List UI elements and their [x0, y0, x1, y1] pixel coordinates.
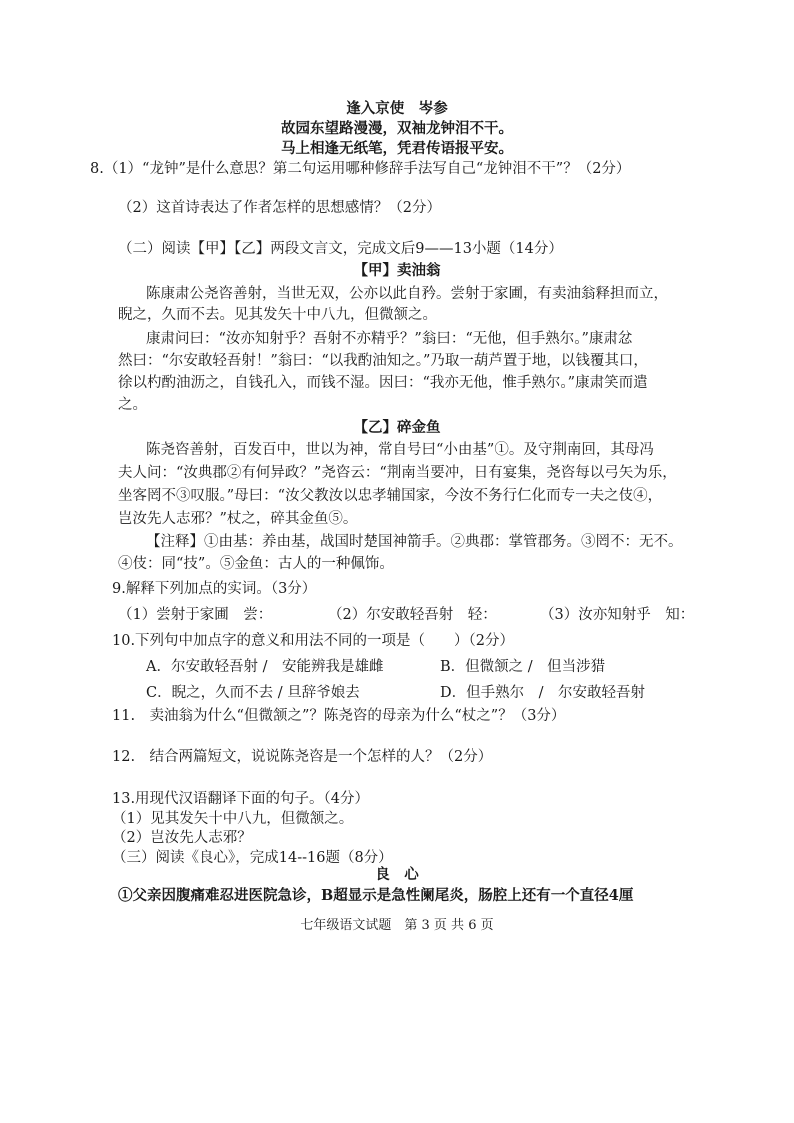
question-10-stem: 10.下列句中加点字的意义和用法不同的一项是（ ）（2分）: [112, 633, 515, 649]
passage-yi-line: 夫人问：“汝典郡②有何异政？”尧咨云：“荆南当要冲，日有宴集，尧咨每以弓矢为乐，: [118, 465, 677, 481]
question-9-item-2: （2）尔安敢轻吾射 轻：: [328, 607, 497, 623]
question-9-item-1: （1）尝射于家圃 尝：: [118, 607, 273, 623]
annotation-line-1: 【注释】①由基：养由基，战国时楚国神箭手。②典郡：掌管郡务。③罔不：无不。: [146, 534, 683, 550]
question-13-sentence-1: （1）见其发矢十中八九，但微颔之。: [112, 811, 354, 827]
passage-yi-title: 【乙】碎金鱼: [353, 419, 441, 436]
section-3-title: 良 心: [375, 866, 419, 883]
poem-title: 逢入京使 岑参: [346, 100, 448, 117]
section-2-header: （二）阅读【甲】【乙】两段文言文，完成文后9——13小题（14分）: [118, 241, 563, 257]
passage-yi-line: 陈尧咨善射，百发百中，世以为神，常自号曰“小由基”①。及守荆南回，其母冯: [146, 442, 654, 458]
question-13-sentence-2: （2）岂汝先人志邪？: [112, 830, 252, 846]
question-10-option-c: C．睨之，久而不去 / 旦辞爷娘去: [146, 685, 360, 701]
question-10-option-a: A．尔安敢轻吾射 / 安能辨我是雄雌: [146, 659, 384, 675]
question-11: 11. 卖油翁为什么“但微颔之”？陈尧咨的母亲为什么“杖之”？（3分）: [112, 708, 566, 724]
poem-line-1: 故园东望路漫漫，双袖龙钟泪不干。: [281, 120, 513, 137]
passage-yi-line: 坐客罔不③叹服。”母曰：“汝父教汝以忠孝辅国家，今汝不务行仁化而专一夫之伎④，: [118, 488, 663, 504]
question-10-option-d: D．但手熟尔 / 尔安敢轻吾射: [440, 685, 646, 701]
annotation-line-2: ④伎：同“技”。⑤金鱼：古人的一种佩饰。: [118, 556, 394, 572]
question-9-stem: 9.解释下列加点的实词。（3分）: [112, 581, 317, 597]
passage-yi-line: 岂汝先人志邪？”杖之，碎其金鱼⑤。: [118, 511, 358, 527]
passage-jia-title: 【甲】卖油翁: [353, 262, 441, 279]
question-8-part-2: （2）这首诗表达了作者怎样的思想感情？（2分）: [118, 200, 441, 216]
passage-jia-line: 康肃问曰：“汝亦知射乎？吾射不亦精乎？”翁曰：“无他，但手熟尔。”康肃忿: [146, 331, 633, 347]
passage-jia-line: 然曰：“尔安敢轻吾射！”翁曰：“以我酌油知之。”乃取一葫芦置于地，以钱覆其口，: [118, 353, 648, 369]
passage-jia-line: 陈康肃公尧咨善射，当世无双，公亦以此自矜。尝射于家圃，有卖油翁释担而立，: [146, 286, 668, 302]
section-3-paragraph-1: ①父亲因腹痛难忍进医院急诊，B超显示是急性阑尾炎，肠腔上还有一个直径4厘: [118, 887, 634, 904]
question-13-stem: 13.用现代汉语翻译下面的句子。（4分）: [112, 791, 370, 807]
passage-jia-line: 睨之，久而不去。见其发矢十中八九，但微颔之。: [118, 307, 437, 323]
poem-line-2: 马上相逢无纸笔，凭君传语报平安。: [281, 140, 513, 157]
question-8-part-1: 8.（1）“龙钟”是什么意思？第二句运用哪种修辞手法写自己“龙钟泪不干”？（2分）: [90, 161, 631, 177]
passage-jia-line: 之。: [118, 397, 147, 413]
question-12: 12. 结合两篇短文，说说陈尧咨是一个怎样的人？（2分）: [112, 749, 493, 765]
passage-jia-line: 徐以杓酌油沥之，自钱孔入，而钱不湿。因曰：“我亦无他，惟手熟尔。”康肃笑而遣: [118, 375, 648, 391]
question-9-item-3: （3）汝亦知射乎 知：: [540, 607, 695, 623]
section-3-header: （三）阅读《良心》，完成14--16题（8分）: [112, 850, 393, 866]
page-footer: 七年级语文试题 第 3 页 共 6 页: [300, 918, 494, 933]
question-10-option-b: B．但微颔之 / 但当涉猎: [440, 659, 606, 675]
